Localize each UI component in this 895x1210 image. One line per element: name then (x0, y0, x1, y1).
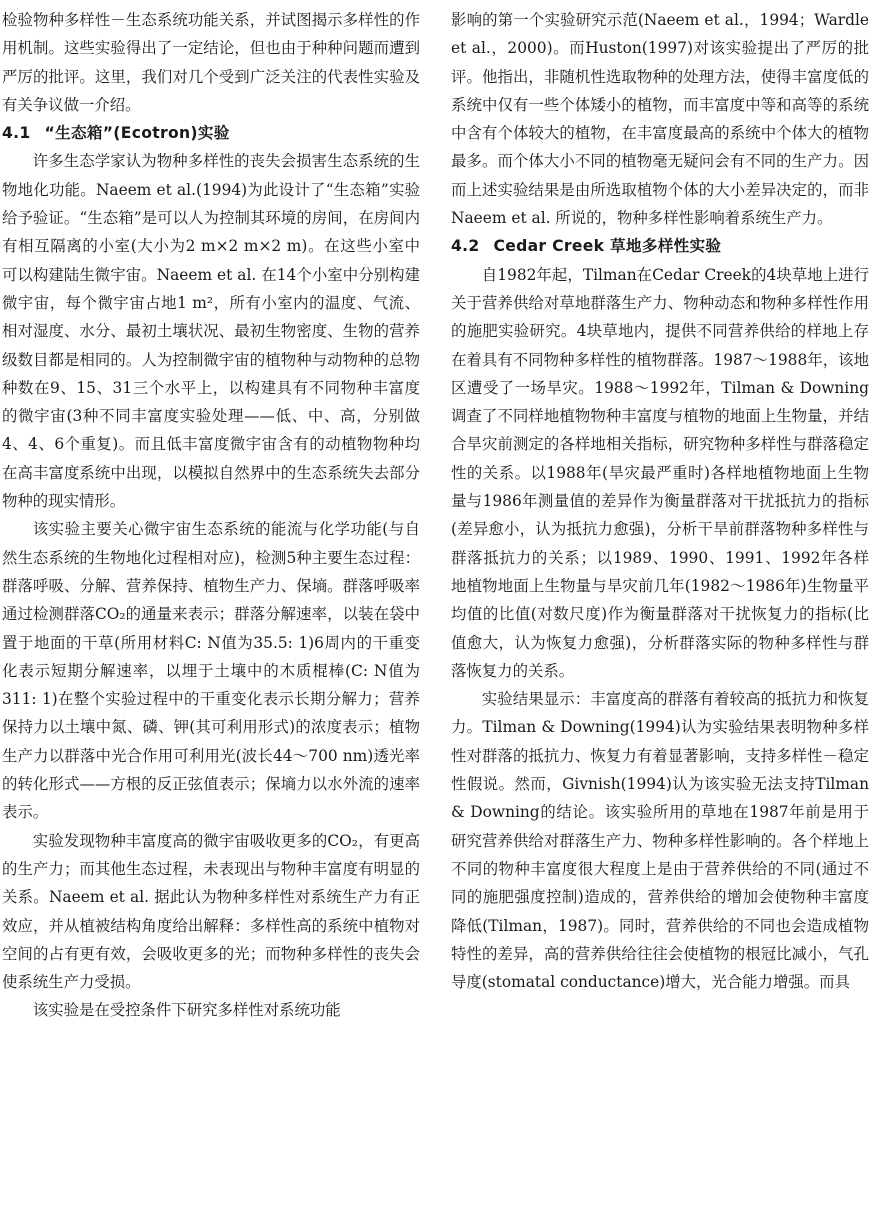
intro-paragraph: 检验物种多样性－生态系统功能关系，并试图揭示多样性的作用机制。这些实验得出了一定结论，但也由于种种问题而遭到严厉的批评。这里，我们对几个受到广泛关注的代表性实验及有关争议做一介绍。 (2, 11, 420, 114)
paragraph-ecotron-processes: 该实验主要关心微宇宙生态系统的能流与化学功能(与自然生态系统的生物地化过程相对应)，检测5种主要生态过程：群落呼吸、分解、营养保持、植物生产力、保墒。群落呼吸率通过检测群落CO₂的通量来表示；群落分解速率，以装在袋中置于地面的干草(所用材料C: N值为35.5: 1)6周内的干重变化表示短期分解速率，以埋于土壤中的木质棍棒(C: N值为311: 1)在整个实验过程中的干重变化表示长期分解力；营养保持力以土壤中氮、磷、钾(其可利用形式)的浓度表示；植物生产力以群落中光合作用可利用光(波长44～700 nm)透光率的转化形式——方根的反正弦值表示；保墒力以水外流的速率表示。 (2, 520, 420, 822)
section-title: Cedar Creek 草地多样性实验 (493, 237, 722, 256)
section-heading-4-2 (451, 232, 869, 260)
paragraph-ecotron-significance: 该实验是在受控条件下研究多样性对系统功能 (32, 1001, 341, 1020)
paragraph-cedar-creek-results: 实验结果显示：丰富度高的群落有着较高的抵抗力和恢复力。Tilman & Downing(1994)认为实验结果表明物种多样性对群落的抵抗力、恢复力有着显著影响，支持多样性－稳定性假说。然而，Givnish(1994)认为该实验无法支持Tilman & Downing的结论。该实验所用的草地在1987年前是用于研究营养供给对群落生产力、物种多样性影响的。各个样地上不同的物种丰富度很大程度上是由于营养供给的不同(通过不同的施肥强度控制)造成的，营养供给的增加会使物种丰富度降低(Tilman，1987)。同时，营养供给的不同也会造成植物特性的差异，高的营养供给往往会使植物的根冠比减小，气孔导度(stomatal conductance)增大，光合能力增强。而具 (451, 690, 869, 992)
section-title: “生态箱”(Ecotron)实验 (44, 124, 230, 143)
paragraph-huston-critique: 影响的第一个实验研究示范(Naeem et al.，1994；Wardle et al.，2000)。而Huston(1997)对该实验提出了严厉的批评。他指出，非随机性选取物种的处理方法，使得丰富度低的系统中仅有一些个体矮小的植物，而丰富度中等和高等的系统中含有个体较大的植物，在丰富度最高的系统中个体大的植物最多。而个体大小不同的植物毫无疑问会有不同的生产力。因而上述实验结果是由所选取植物个体的大小差异决定的，而非Naeem et al. 所说的，物种多样性影响着系统生产力。 (451, 11, 869, 228)
paragraph-ecotron-results: 实验发现物种丰富度高的微宇宙吸收更多的CO₂，有更高的生产力；而其他生态过程，未表现出与物种丰富度有明显的关系。Naeem et al. 据此认为物种多样性对系统生产力有正效应，并从植被结构角度给出解释：多样性高的系统中植物对空间的占有更有效，会吸收更多的光；而物种多样性的丧失会使系统生产力受损。 (2, 831, 420, 992)
section-number: 4.2 (451, 237, 480, 256)
section-heading-4-1 (2, 119, 420, 147)
left-column (2, 6, 420, 1025)
paragraph-cedar-creek-design: 自1982年起，Tilman在Cedar Creek的4块草地上进行关于营养供给对草地群落生产力、物种动态和物种多样性作用的施肥实验研究。4块草地内，提供不同营养供给的样地上存在着具有不同物种多样性的植物群落。1987～1988年，该地区遭受了一场旱灾。1988～1992年，Tilman & Downing调查了不同样地植物物种丰富度与植物的地面上生物量，并结合旱灾前测定的各样地相关指标，研究物种多样性与群落稳定性的关系。以1988年(旱灾最严重时)各样地植物地面上生物量与1986年测量值的差异作为衡量群落对干扰抵抗力的指标(差异愈小，认为抵抗力愈强)，分析干旱前群落物种多样性与群落抵抗力的关系；以1989、1990、1991、1992年各样地植物地面上生物量与旱灾前几年(1982～1986年)生物量平均值的比值(对数尺度)作为衡量群落对干扰恢复力的指标(比值愈大，认为恢复力愈强)，分析群落实际的物种多样性与群落恢复力的关系。 (451, 265, 869, 680)
right-column (451, 6, 869, 996)
section-number: 4.1 (2, 124, 31, 143)
paragraph-ecotron-design: 许多生态学家认为物种多样性的丧失会损害生态系统的生物地化功能。Naeem et al.(1994)为此设计了“生态箱”实验给予验证。“生态箱”是可以人为控制其环境的房间，在房间内有相互隔离的小室(大小为2 m×2 m×2 m)。在这些小室中可以构建陆生微宇宙。Naeem et al. 在14个小室中分别构建微宇宙，每个微宇宙占地1 m²，所有小室内的温度、气流、相对湿度、水分、最初土壤状况、最初生物密度、生物的营养级数目都是相同的。人为控制微宇宙的植物种与动物种的总物种数在9、15、31三个水平上，以构建具有不同物种丰富度的微宇宙(3种不同丰富度实验处理——低、中、高，分别做4、4、6个重复)。而且低丰富度微宇宙含有的动植物物种均在高丰富度系统中出现，以模拟自然界中的生态系统失去部分物种的现实情形。 (2, 152, 420, 511)
